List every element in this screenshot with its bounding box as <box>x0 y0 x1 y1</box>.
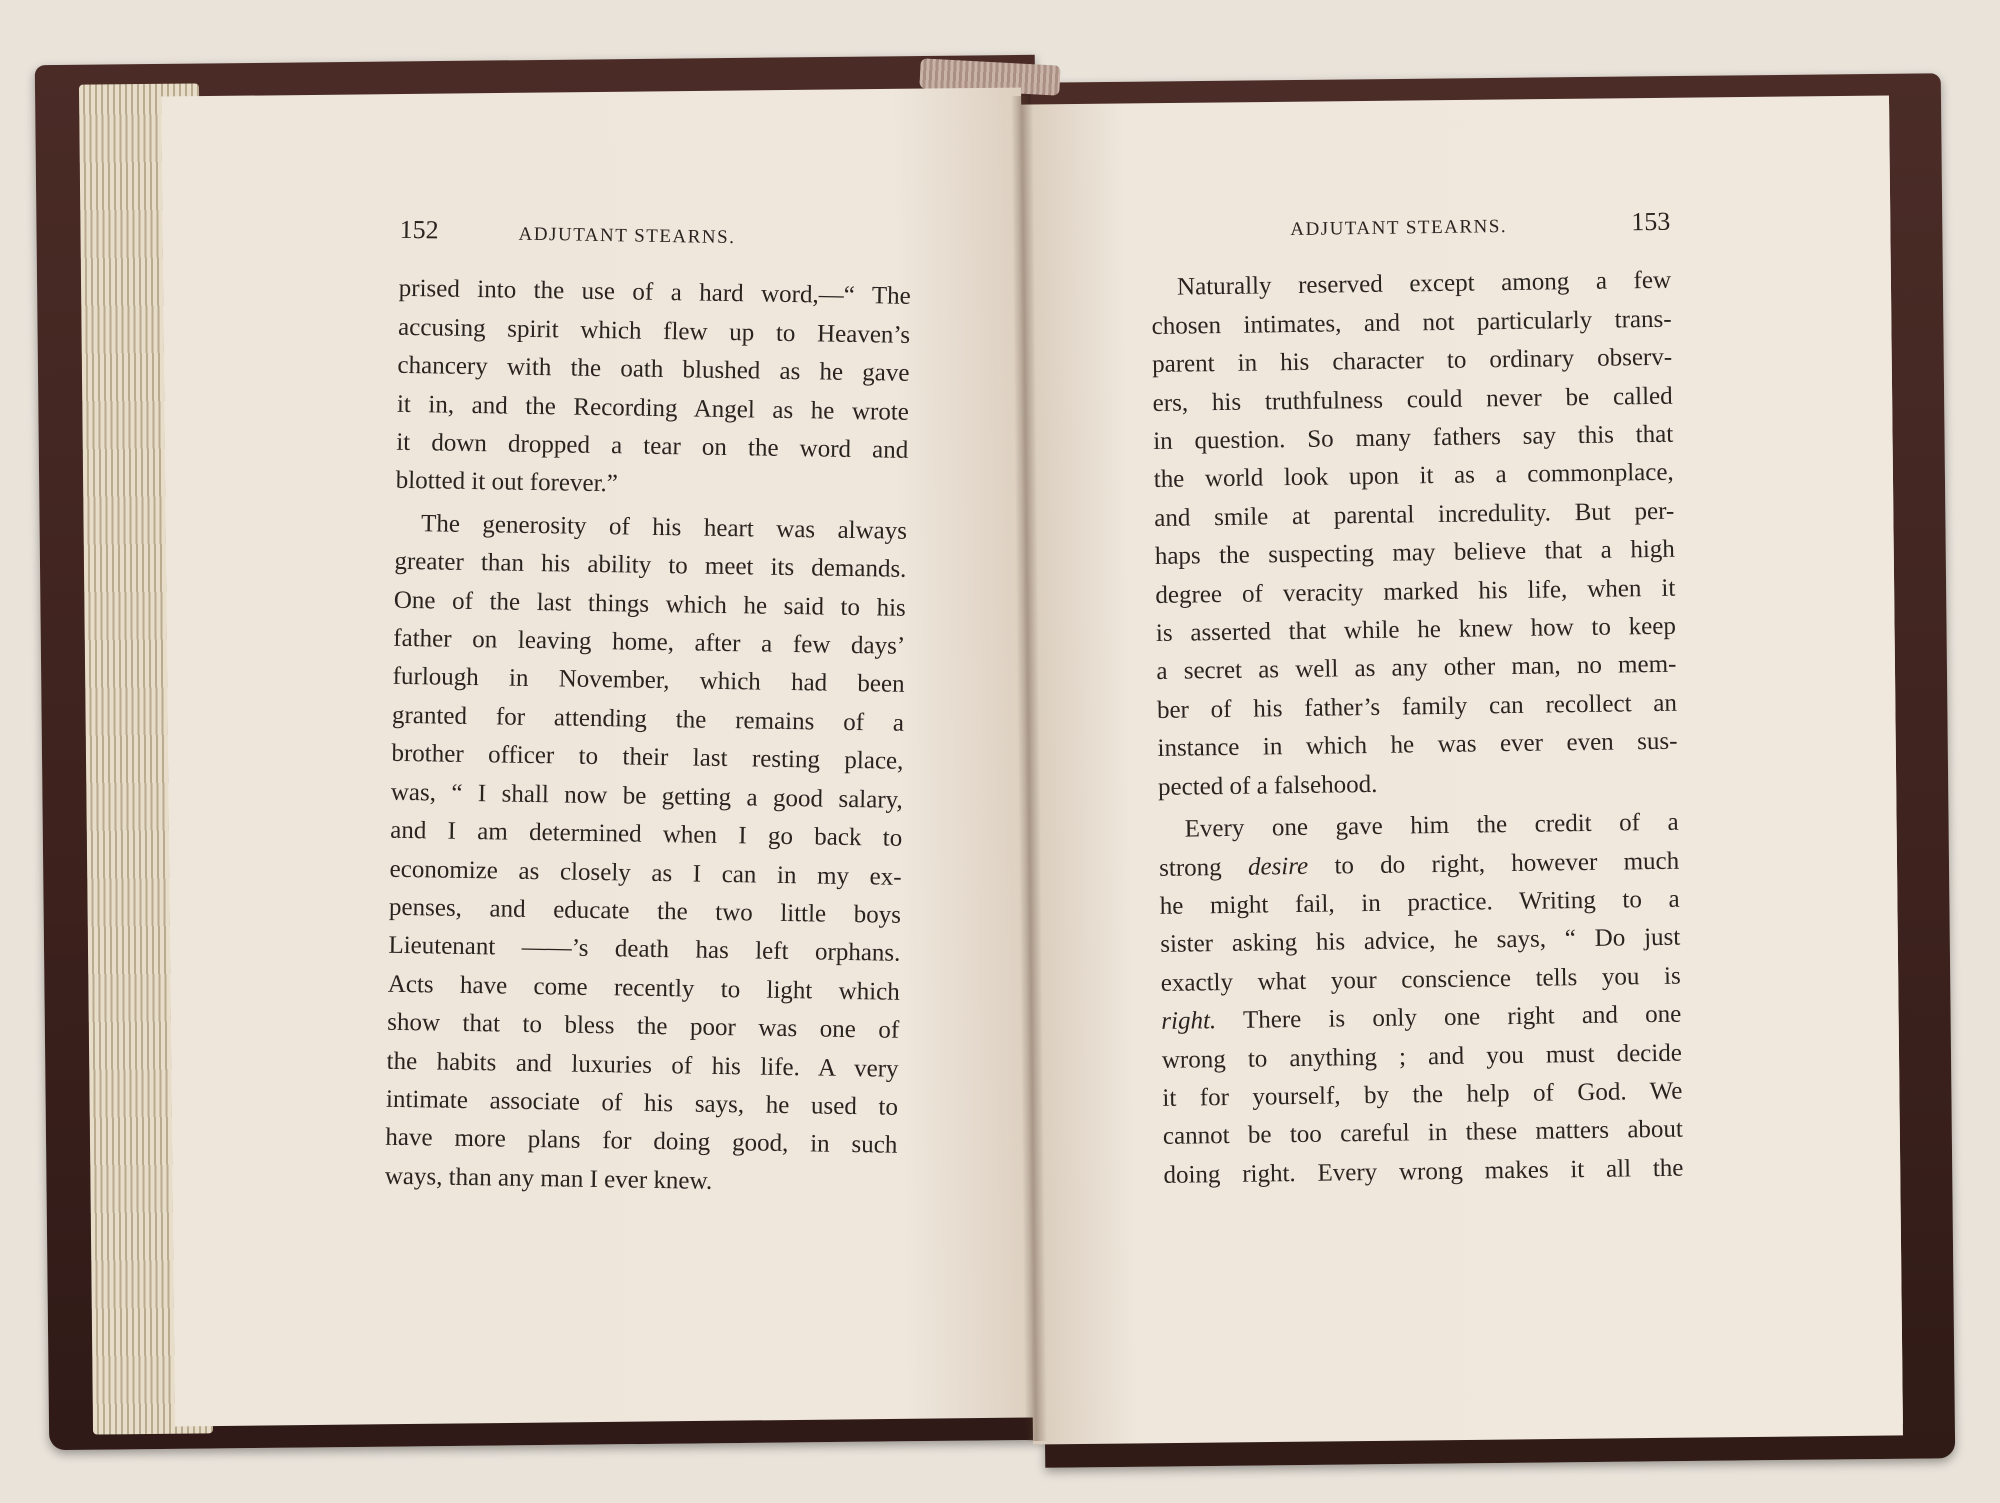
text-line: ways, than any man I ever knew. <box>384 1162 713 1195</box>
text-line: blotted it out forever.” <box>395 467 619 498</box>
text-line: Naturally reserved except among a few <box>1176 267 1672 302</box>
text-line: degree of veracity marked his life, when it <box>1155 574 1676 609</box>
text-line: was, “ I shall now be getting a good salary, <box>390 778 903 814</box>
text-line: a secret as well as any other man, no mem- <box>1156 651 1677 686</box>
text-line: sister asking his advice, he says, “ Do just <box>1160 923 1681 959</box>
page-number-right: 153 <box>1631 206 1671 237</box>
text-line: economize as closely as I can in my ex- <box>389 855 902 891</box>
text-line: it down dropped a tear on the word and <box>396 428 909 464</box>
page-number-left: 152 <box>399 214 439 245</box>
text-line: chancery with the oath blushed as he gave <box>397 352 910 388</box>
text-line: and I am determined when I go back to <box>390 816 903 852</box>
italic-right: right. <box>1161 1007 1217 1036</box>
text-line: it in, and the Recording Angel as he wrote <box>396 390 910 426</box>
text-line: granted for attending the remains of a <box>391 701 905 737</box>
text-line: have more plans for doing good, in such <box>385 1124 898 1160</box>
italic-desire: desire <box>1247 852 1309 881</box>
text-line: penses, and educate the two little boys <box>388 893 902 929</box>
right-page-body <box>1151 262 1684 1195</box>
running-head-right: ADJUTANT STEARNS. <box>1290 216 1508 241</box>
text-line: greater than his ability to meet its demands. <box>394 548 907 584</box>
text-line: is asserted that while he knew how to keep <box>1155 612 1677 648</box>
text-line: cannot be too careful in these matters about <box>1162 1115 1684 1151</box>
text-line: and smile at parental incredulity. But per- <box>1154 497 1675 532</box>
text-line: strong desire to do right, however much <box>1158 847 1680 882</box>
text-line: exactly what your conscience tells you is <box>1160 962 1681 997</box>
left-page-body <box>385 270 911 1204</box>
text-line: it for yourself, by the help of God. We <box>1162 1077 1683 1112</box>
text-line: chosen intimates, and not particularly trans- <box>1151 305 1672 340</box>
text-line: One of the last things which he said to his <box>393 586 907 622</box>
text-line: brother officer to their last resting place, <box>391 740 904 776</box>
text-line: Lieutenant ——’s death has left orphans. <box>388 932 901 968</box>
right-page-text <box>1150 203 1684 1195</box>
text-line: show that to bless the poor was one of <box>387 1008 900 1044</box>
text-line: wrong to anything ; and you must decide <box>1161 1039 1683 1074</box>
text-line: instance in which he was ever even sus- <box>1157 727 1678 763</box>
text-line: father on leaving home, after a few days’ <box>393 624 906 660</box>
text-line: the habits and luxuries of his life. A very <box>386 1047 899 1083</box>
text-line: prised into the use of a hard word,—“ The <box>398 275 911 311</box>
text-line: ber of his father’s family can recollect an <box>1156 689 1678 724</box>
text-line: ers, his truthfulness could never be called <box>1152 382 1673 417</box>
text-line: doing right. Every wrong makes it all the <box>1163 1154 1684 1189</box>
text-line: parent in his character to ordinary observ- <box>1151 343 1673 379</box>
running-head-left: ADJUTANT STEARNS. <box>518 223 736 249</box>
text-line: furlough in November, which had been <box>392 663 905 699</box>
text-line: accusing spirit which flew up to Heaven’s <box>397 313 911 349</box>
text-line: he might fail, in practice. Writing to a <box>1159 885 1680 920</box>
text-line: haps the suspecting may believe that a high <box>1154 535 1675 571</box>
text-line: intimate associate of his says, he used to <box>385 1085 899 1121</box>
text-line: in question. So many fathers say this that <box>1153 420 1674 456</box>
text-line: pected of a falsehood. <box>1157 770 1378 801</box>
text-line: Acts have come recently to light which <box>387 970 900 1006</box>
text-line: the world look upon it as a commonplace, <box>1153 459 1674 494</box>
text-line: Every one gave him the credit of a <box>1184 808 1679 843</box>
right-page-header <box>1150 203 1671 252</box>
left-page-text <box>205 208 910 1204</box>
text-line: The generosity of his heart was always <box>420 510 908 545</box>
text-line: right. There is only one right and one <box>1161 1000 1682 1036</box>
